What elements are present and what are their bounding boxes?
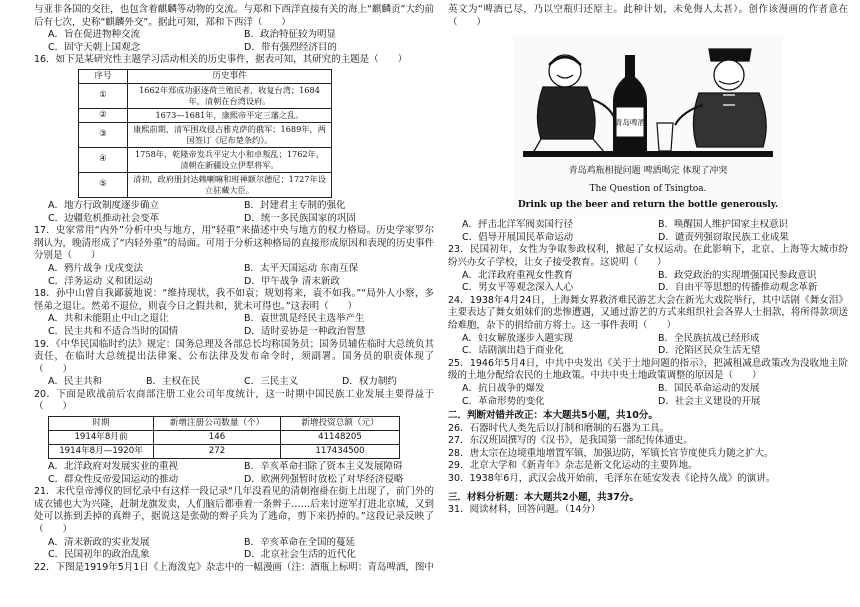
table-header-cell: 新增注册公司数量（个） bbox=[154, 417, 281, 431]
q21-stem: 21．末代皇帝溥仪的回忆录中有这样一段记录“几年没看见的清朝袍褂在街上出现了，前门外的成衣铺也大为兴隆，赶制龙旗发卖，人们脑后都垂着一条辫子……后来讨逆军打进北京城，又到处可以拣到丢掉的真辫子，据说这是张勋的辫子兵为了逃命，剪下来扔掉的。”这段记录反映了（ ） bbox=[34, 486, 434, 536]
list-item: 27．东汉班固撰写的《汉书》，是我国第一部纪传体通史。 bbox=[448, 435, 693, 447]
table-cell: 1914年8月前 bbox=[49, 431, 154, 445]
q20-registration-table bbox=[48, 416, 400, 459]
bottle-label: 青岛啤酒 bbox=[615, 118, 645, 128]
q25-option-d: D．社会主义建设的开展 bbox=[658, 395, 761, 407]
q15-tail: 与亚非各国的交往，也包含着麒麟等动物的交流。与郑和下西洋直接有关的海上“麒麟贡”大约前后有七次，史称“麒麟外交”。据此可知，郑和下西洋（ ） bbox=[34, 4, 434, 28]
table-cell: ④ bbox=[79, 147, 128, 172]
q16-option-d: D．统一多民族国家的巩固 bbox=[244, 212, 356, 224]
q17-option-c: C．洋务运动 义和团运动 bbox=[48, 275, 153, 287]
table-cell: 1758年，乾隆帝发兵平定大小和卓叛乱；1762年，清朝在新疆设立伊犁将军。 bbox=[128, 147, 332, 172]
q18-options bbox=[34, 313, 434, 338]
q15-option-c: C．固守天朝上国观念 bbox=[48, 41, 141, 53]
q21-option-b: B．辛亥革命在全国的蔓延 bbox=[244, 536, 356, 548]
table-illustration bbox=[523, 151, 773, 157]
section-3-title: 三．材料分析题：本大题共2小题，共37分。 bbox=[448, 491, 639, 503]
table-row bbox=[79, 122, 332, 147]
list-item: 30．1938年6月，武汉会战开始前，毛泽东在延安发表《论持久战》的演讲。 bbox=[448, 473, 776, 485]
q24-option-c: C．话剧演出趋于商业化 bbox=[462, 345, 564, 357]
q15-option-d: D．带有强烈经济目的 bbox=[244, 41, 337, 53]
q21-option-d: D．北京社会生活的近代化 bbox=[244, 549, 356, 561]
q18-option-a: A．共和未能阻止中山之退让 bbox=[48, 313, 169, 325]
q24-options bbox=[448, 333, 848, 358]
q22-option-c: C．倡导开展国民革命运动 bbox=[462, 231, 574, 243]
q19-option-a: A．民主共和 bbox=[48, 376, 102, 388]
table-cell: ⑤ bbox=[79, 172, 128, 197]
table-row bbox=[49, 431, 400, 445]
table-cell: 272 bbox=[154, 445, 281, 459]
q23-option-d: D．自由平等思想的传播推动观念革新 bbox=[658, 282, 818, 294]
q22-option-b: B．唤醒国人维护国家主权意识 bbox=[658, 219, 789, 231]
q23-option-b: B．政党政治的实现增强国民参政意识 bbox=[658, 269, 817, 281]
table-header-row bbox=[49, 417, 400, 431]
q24-option-d: D．沦陷区民众生活无望 bbox=[658, 345, 761, 357]
table-cell: 41148205 bbox=[281, 431, 400, 445]
table-cell: ② bbox=[79, 108, 128, 122]
tsingtao-beer-cartoon bbox=[513, 35, 783, 215]
q20-option-a: A．北洋政府对发展实业的重视 bbox=[48, 461, 178, 473]
q23-option-c: C．男女平等观念深入人心 bbox=[462, 282, 574, 294]
table-header-cell: 历史事件 bbox=[128, 69, 332, 83]
table-row bbox=[49, 445, 400, 459]
q22-option-d: D．谴责列强窃取民族工业成果 bbox=[658, 231, 789, 243]
table-cell: 1673—1681年，康熙帝平定三藩之乱。 bbox=[128, 108, 332, 122]
table-row bbox=[79, 83, 332, 108]
q18-stem: 18．孙中山曾自我鄙藐地说：“维持现状，我不如袁；规划将来，袁不如我。”“局外人小察，多怪弟之退让。然弟不退位，则袁今日之假共和，犹未可得也。”这表明（ ） bbox=[34, 288, 434, 312]
q23-stem: 23．民国初年，女性为争取参政权利，掀起了女权运动。在此影响下，北京、上海等大城市纷纷兴办女子学校，让女子接受教育。这说明（ ） bbox=[448, 244, 848, 268]
q17-stem: 17．史家常用“内外”分析中央与地方，用“轻重”来描述中央与地方的权力格局。历史学家罗尔纲认为，晚清形成了“内轻外重”的局面。可用于分析这种格局的直接形成原因和表现的历史事件分别是（ ） bbox=[34, 225, 434, 262]
q19-option-b: B．主权在民 bbox=[146, 376, 201, 388]
q17-option-b: B．太平天国运动 东南互保 bbox=[244, 262, 359, 274]
q19-stem: 19．《中华民国临时约法》规定：国务总理及各部总长均称国务员；国务员辅佐临时大总统负其责任，在临时大总统提出法律案、公布法律及发布命令时，须副署。国务员的职责体现了（ ） bbox=[34, 338, 434, 375]
table-header-cell: 新增投资总额（元） bbox=[281, 417, 400, 431]
list-item: 28．唐太宗在边境重地增置军镇，加强边防，军镇长官节度使兵力随之扩大。 bbox=[448, 447, 774, 459]
q23-options bbox=[448, 270, 848, 295]
q25-option-c: C．革命形势的变化 bbox=[462, 395, 545, 407]
q19-option-c: C．三民主义 bbox=[244, 376, 299, 388]
table-cell: 康熙前期，清军围攻侵占雅克萨的俄军；1689年，两国签订《尼布楚条约》。 bbox=[128, 122, 332, 147]
q17-options bbox=[34, 263, 434, 288]
q15-option-b: B．政治特征较为明显 bbox=[244, 29, 337, 41]
table-cell: 1662年郑成功驱逐荷兰殖民者，收复台湾；1684年，清朝在台湾设府。 bbox=[128, 83, 332, 108]
q16-option-c: C．边疆危机推动社会变革 bbox=[48, 212, 160, 224]
left-column bbox=[34, 4, 434, 574]
q21-option-a: A．清末新政的实业发展 bbox=[48, 536, 150, 548]
cartoon-english-caption: Drink up the beer and return the bottle generously. bbox=[517, 200, 779, 211]
q17-option-d: D．甲午战争 清末新政 bbox=[244, 275, 340, 287]
cartoon-english-title: The Question of Tsingtoa. bbox=[589, 184, 707, 195]
q18-option-d: D．适时妥协是一种政治智慧 bbox=[244, 325, 366, 337]
q25-stem: 25．1946年5月4日，中共中央发出《关于土地问题的指示》，把减租减息政策改为没收地主阶级的土地分配给农民的土地政策。中共中央土地政策调整的原因是（ ） bbox=[448, 357, 848, 382]
q20-options bbox=[34, 461, 434, 486]
q31-stem: 31．阅读材料，回答问题。（14分） bbox=[448, 504, 601, 516]
q19-option-d: D．权力制约 bbox=[342, 376, 397, 388]
table-header-row bbox=[79, 69, 332, 83]
q25-option-b: B．国民革命运动的发展 bbox=[658, 382, 760, 394]
q24-option-b: B．全民族抗战已经形成 bbox=[658, 332, 760, 344]
section-2-title: 二．判断对错并改正：本大题共5小题，共10分。 bbox=[448, 410, 658, 422]
table-header-cell: 时期 bbox=[49, 417, 154, 431]
q20-option-b: B．辛亥革命扫除了资本主义发展障碍 bbox=[244, 461, 403, 473]
table-row bbox=[79, 172, 332, 197]
q22-tail: 英文为“啤酒已尽，乃以空瓶归还原主。此种计划，未免侮人太甚）。创作该漫画的作者意在（ ） bbox=[448, 4, 848, 28]
q18-option-c: C．民主共和不适合当时的国情 bbox=[48, 325, 179, 337]
q22-option-a: A．抨击北洋军阀卖国行径 bbox=[462, 219, 573, 231]
q22-options bbox=[448, 219, 848, 244]
table-cell: ③ bbox=[79, 122, 128, 147]
q20-stem: 20．下面是欧战前后农商部注册工业公司年度统计，这一时期中国民族工业发展主要得益于（ ） bbox=[34, 388, 434, 413]
q24-option-a: A．妇女解放逐步入题实现 bbox=[462, 332, 573, 344]
table-row bbox=[79, 108, 332, 122]
table-cell: 1914年8月—1920年 bbox=[49, 445, 154, 459]
q24-stem: 24．1938年4月24日，上海舞女界救济难民游艺大会在新光大戏院举行，其中话剧《舞女泪》主要表达了舞女姐妹们的悲惨遭遇，又通过游艺的方式来组织社会各界人士捐款，将所得款项送给难胞，杂下的捐给前方将士。这一事件表明（ ） bbox=[448, 294, 848, 331]
table-cell: ① bbox=[79, 83, 128, 108]
q21-options bbox=[34, 537, 434, 562]
list-item: 29．北京大学和《新青年》杂志是新文化运动的主要阵地。 bbox=[448, 460, 698, 472]
table-cell: 146 bbox=[154, 431, 281, 445]
table-cell: 清初，政府册封达赖喇嘛和班禅额尔德尼；1727年设立驻藏大臣。 bbox=[128, 172, 332, 197]
q16-option-a: A．地方行政制度逐步确立 bbox=[48, 199, 159, 211]
q22-stem: 22．下图是1919年5月1日《上海泼克》杂志中的一幅漫画（注：酒瓶上标明：青岛啤酒，图中 bbox=[34, 561, 434, 573]
right-column bbox=[448, 4, 848, 517]
q20-option-c: C．群众性反帝爱国运动的推动 bbox=[48, 473, 179, 485]
q16-options bbox=[34, 200, 434, 225]
q17-option-a: A．鸦片战争 戊戌变法 bbox=[48, 262, 144, 274]
q25-option-a: A．抗日战争的爆发 bbox=[462, 382, 545, 394]
q16-option-b: B．封建君主专制的强化 bbox=[244, 199, 346, 211]
q21-option-c: C．民国初年的政治乱象 bbox=[48, 549, 150, 561]
table-cell: 117434500 bbox=[281, 445, 400, 459]
list-item: 26．石器时代人类先后以打制和磨制的石器为工具。 bbox=[448, 422, 670, 434]
table-header-cell: 序号 bbox=[79, 69, 128, 83]
q25-options bbox=[448, 383, 848, 408]
q19-options bbox=[34, 376, 434, 389]
q20-option-d: D．欧洲列强暂时放松了对华经济侵略 bbox=[244, 473, 404, 485]
q15-option-a: A．旨在促进物种交流 bbox=[48, 29, 140, 41]
q18-option-b: B．袁世凯是经民主选举产生 bbox=[244, 313, 365, 325]
q16-stem: 16．如下是某研究性主题学习活动相关的历史事件，据表可知，其研究的主题是（ ） bbox=[34, 54, 408, 66]
q23-option-a: A．北洋政府重视女性教育 bbox=[462, 269, 573, 281]
cartoon-chinese-caption: 青岛鸡瓶相提问题 啤酒喝完 体现了冲突 bbox=[568, 166, 728, 177]
table-row bbox=[79, 147, 332, 172]
q15-options bbox=[34, 29, 434, 54]
q16-events-table bbox=[78, 69, 332, 198]
